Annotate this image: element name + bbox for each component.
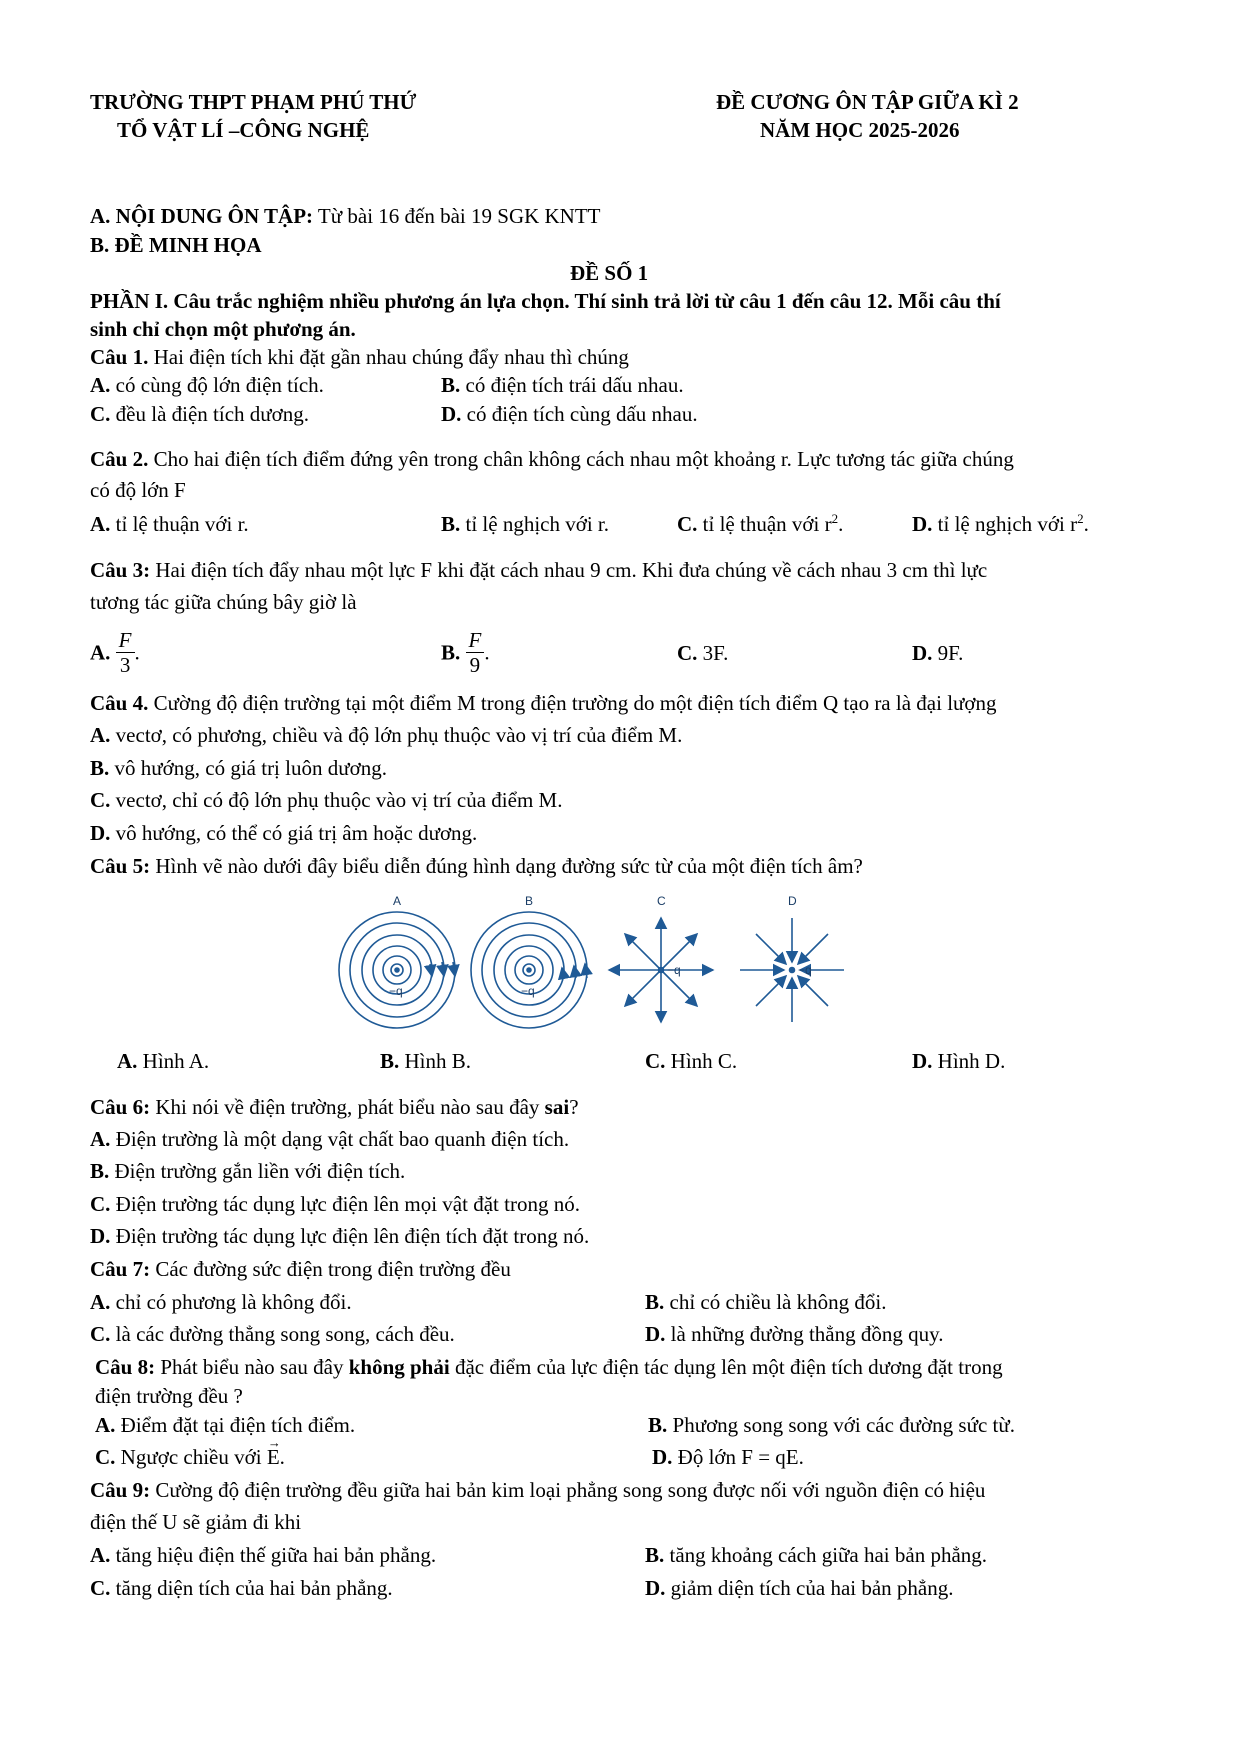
part1-heading-line2: sinh chỉ chọn một phương án. [90,317,356,341]
question-4-stem: Câu 4. Cường độ điện trường tại một điểm M trong điện trường do một điện tích điểm Q tạo ra là đại lượng [90,691,997,715]
exam-number: ĐỀ SỐ 1 [570,261,649,285]
question-9-stem-line2: điện thế U sẽ giảm đi khi [90,1510,302,1534]
school-name: TRƯỜNG THPT PHẠM PHÚ THỨ [90,90,417,114]
question-9-option-b: B. tăng khoảng cách giữa hai bản phẳng. [645,1543,988,1567]
figure-label-a: A [393,894,402,908]
question-5-option-d: D. Hình D. [912,1049,1006,1073]
question-2-option-b: B. tỉ lệ nghịch với r. [441,512,610,536]
question-2-option-d: D. tỉ lệ nghịch với $r^2$. [912,511,1089,536]
question-1-option-d: D. có điện tích cùng dấu nhau. [441,402,698,426]
question-2-option-c: C. tỉ lệ thuận với $r^2$. [677,511,844,536]
question-5-option-b: B. Hình B. [380,1049,472,1073]
question-5-stem: Câu 5: Hình vẽ nào dưới đây biểu diễn đúng hình dạng đường sức từ của một điện tích âm? [90,854,863,878]
question-6-stem: Câu 6: Khi nói về điện trường, phát biểu nào sau đây sai? [90,1095,579,1119]
question-7-option-d: D. là những đường thẳng đồng quy. [645,1322,944,1346]
question-3-stem-line2: tương tác giữa chúng bây giờ là [90,590,357,614]
question-3-option-b: B. $\frac{F}{9}$ . [441,628,490,677]
question-6-option-d: D. Điện trường tác dụng lực điện lên điện tích đặt trong nó. [90,1224,590,1248]
figure-a-spiral [339,912,455,1028]
figure-b-charge: −q [521,984,535,998]
fraction-f-over-9: $\frac{F}{9}$ [466,628,485,677]
fraction-f-over-3: $\frac{F}{3}$ [116,628,135,677]
question-2-stem-line1: Câu 2. Cho hai điện tích điểm đứng yên trong chân không cách nhau một khoảng r. Lực tương tác giữa chúng [90,447,1014,471]
question-7-option-b: B. chỉ có chiều là không đổi. [645,1290,887,1314]
question-3-option-d: D. 9F. [912,641,964,665]
school-year: NĂM HỌC 2025-2026 [760,118,960,142]
question-4-option-c: C. vectơ, chỉ có độ lớn phụ thuộc vào vị trí của điểm M. [90,788,563,812]
figure-a-charge: −q [389,984,403,998]
figure-d-radial [740,918,844,1022]
question-8-option-c: C. Ngược chiều với → E. [95,1444,285,1470]
question-1-stem: Câu 1. Hai điện tích khi đặt gần nhau chúng đẩy nhau thì chúng [90,345,629,369]
question-5-option-c: C. Hình C. [645,1049,738,1073]
question-1-option-a: A. có cùng độ lớn điện tích. [90,373,324,397]
vector-e: → E [267,1444,280,1470]
question-8-option-d: D. Độ lớn F = qE. [652,1445,804,1469]
question-9-option-d: D. giảm diện tích của hai bản phẳng. [645,1576,954,1600]
figure-label-c: C [657,894,666,908]
question-9-option-c: C. tăng diện tích của hai bản phẳng. [90,1576,393,1600]
question-9-option-a: A. tăng hiệu điện thế giữa hai bản phẳng. [90,1543,437,1567]
question-4-option-d: D. vô hướng, có thể có giá trị âm hoặc dương. [90,821,478,845]
question-2-option-a: A. tỉ lệ thuận với r. [90,512,249,536]
question-7-option-a: A. chỉ có phương là không đổi. [90,1290,352,1314]
question-6-option-a: A. Điện trường là một dạng vật chất bao quanh điện tích. [90,1127,570,1151]
figure-c-radial [609,918,713,1022]
question-7-stem: Câu 7: Các đường sức điện trong điện trường đều [90,1257,511,1281]
question-5-option-a: A. Hình A. [117,1049,210,1073]
department-name: TỔ VẬT LÍ –CÔNG NGHỆ [117,118,370,142]
question-4-option-a: A. vectơ, có phương, chiều và độ lớn phụ thuộc vào vị trí của điểm M. [90,723,683,747]
question-7-option-c: C. là các đường thẳng song song, cách đều. [90,1322,455,1346]
figure-c-charge: −q [667,963,681,977]
part1-heading-line1: PHẦN I. Câu trắc nghiệm nhiều phương án lựa chọn. Thí sinh trả lời từ câu 1 đến câu 12. Mỗi câu thí [90,289,1001,313]
figure-label-d: D [788,894,797,908]
figure-b-spiral [471,912,587,1028]
question-1-option-b: B. có điện tích trái dấu nhau. [441,373,684,397]
document-title: ĐỀ CƯƠNG ÔN TẬP GIỮA KÌ 2 [716,90,1019,114]
question-8-option-a: A. Điểm đặt tại điện tích điểm. [95,1413,356,1437]
question-4-option-b: B. vô hướng, có giá trị luôn dương. [90,756,387,780]
question-3-stem-line1: Câu 3: Hai điện tích đẩy nhau một lực F khi đặt cách nhau 9 cm. Khi đưa chúng về cách nhau 3 cm thì lực [90,558,988,582]
question-1-option-c: C. đều là điện tích dương. [90,402,310,426]
question-8-stem-line1: Câu 8: Phát biểu nào sau đây không phải đặc điểm của lực điện tác dụng lên một điện tích dương đặt trong [95,1355,1003,1379]
section-b: B. ĐỀ MINH HỌA [90,233,262,257]
question-6-option-b: B. Điện trường gắn liền với điện tích. [90,1159,406,1183]
question-9-stem-line1: Câu 9: Cường độ điện trường đều giữa hai bản kim loại phẳng song song được nối với nguồn điện có hiệu [90,1478,986,1502]
question-8-stem-line2: điện trường đều ? [95,1384,243,1408]
question-2-stem-line2: có độ lớn F [90,478,186,502]
question-6-option-c: C. Điện trường tác dụng lực điện lên mọi vật đặt trong nó. [90,1192,580,1216]
question-3-option-c: C. 3F. [677,641,729,665]
question-3-option-a: A. $\frac{F}{3}$ . [90,628,140,677]
figure-d-charge: −q [798,963,812,977]
figure-label-b: B [525,894,534,908]
field-lines-figure [335,890,855,1030]
question-8-option-b: B. Phương song song với các đường sức từ. [648,1413,1016,1437]
section-a: A. NỘI DUNG ÔN TẬP: Từ bài 16 đến bài 19 SGK KNTT [90,204,601,228]
